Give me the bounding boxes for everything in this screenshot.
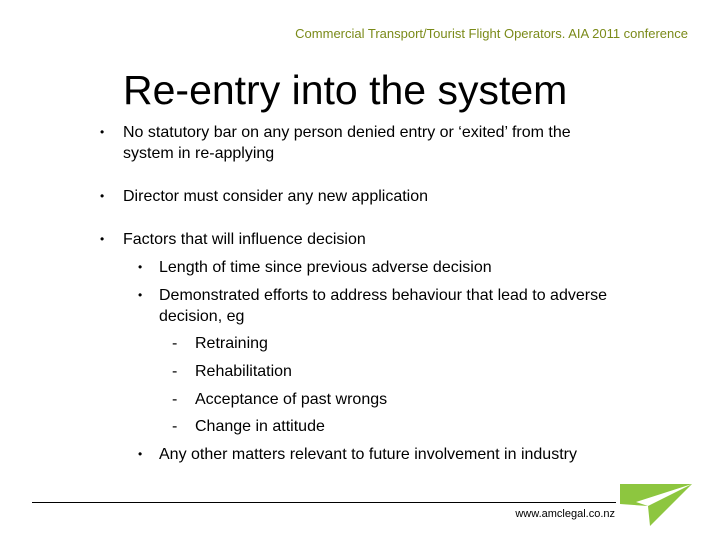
footer-url: www.amclegal.co.nz [515, 508, 615, 520]
bullet-marker: • [138, 447, 143, 461]
sub-bullet-item [138, 444, 620, 465]
dash-marker: - [172, 418, 178, 435]
bullet-text: Director must consider any new application [123, 188, 429, 205]
conference-header: Commercial Transport/Tourist Flight Operators. AIA 2011 conference [295, 26, 688, 41]
bullet-item [100, 122, 620, 164]
slide-title: Re-entry into the system [123, 67, 568, 113]
bullet-marker: • [100, 232, 105, 246]
dash-marker: - [172, 391, 178, 408]
sub-bullet-text: Any other matters relevant to future involvement in industry [159, 446, 577, 463]
dash-item-text: Rehabilitation [195, 363, 292, 380]
dash-item [172, 389, 612, 410]
logo-plane-shape [620, 484, 692, 526]
dash-item-text: Retraining [195, 335, 268, 352]
dash-item-text: Acceptance of past wrongs [195, 391, 388, 408]
dash-item-text: Change in attitude [195, 418, 325, 435]
sub-bullet-text: Length of time since previous adverse decision [159, 259, 492, 276]
dash-marker: - [172, 363, 178, 380]
bullet-marker: • [138, 260, 143, 274]
bullet-text: Factors that will influence decision [123, 231, 366, 248]
dash-item [172, 333, 612, 354]
bullet-text: No statutory bar on any person denied entry or ‘exited’ from the system in re-applying [123, 124, 571, 162]
bullet-marker: • [100, 189, 105, 203]
sub-bullet-item [138, 257, 620, 278]
bullet-item [100, 186, 620, 207]
bullet-item [100, 229, 620, 250]
sub-bullet-item [138, 285, 620, 327]
dash-item [172, 416, 612, 437]
bullet-marker: • [138, 288, 143, 302]
dash-item [172, 361, 612, 382]
bullet-marker: • [100, 125, 105, 139]
footer-divider [32, 502, 616, 503]
paper-plane-logo-icon [616, 480, 696, 530]
dash-marker: - [172, 335, 178, 352]
sub-bullet-text: Demonstrated efforts to address behaviour that lead to adverse decision, eg [159, 287, 607, 325]
